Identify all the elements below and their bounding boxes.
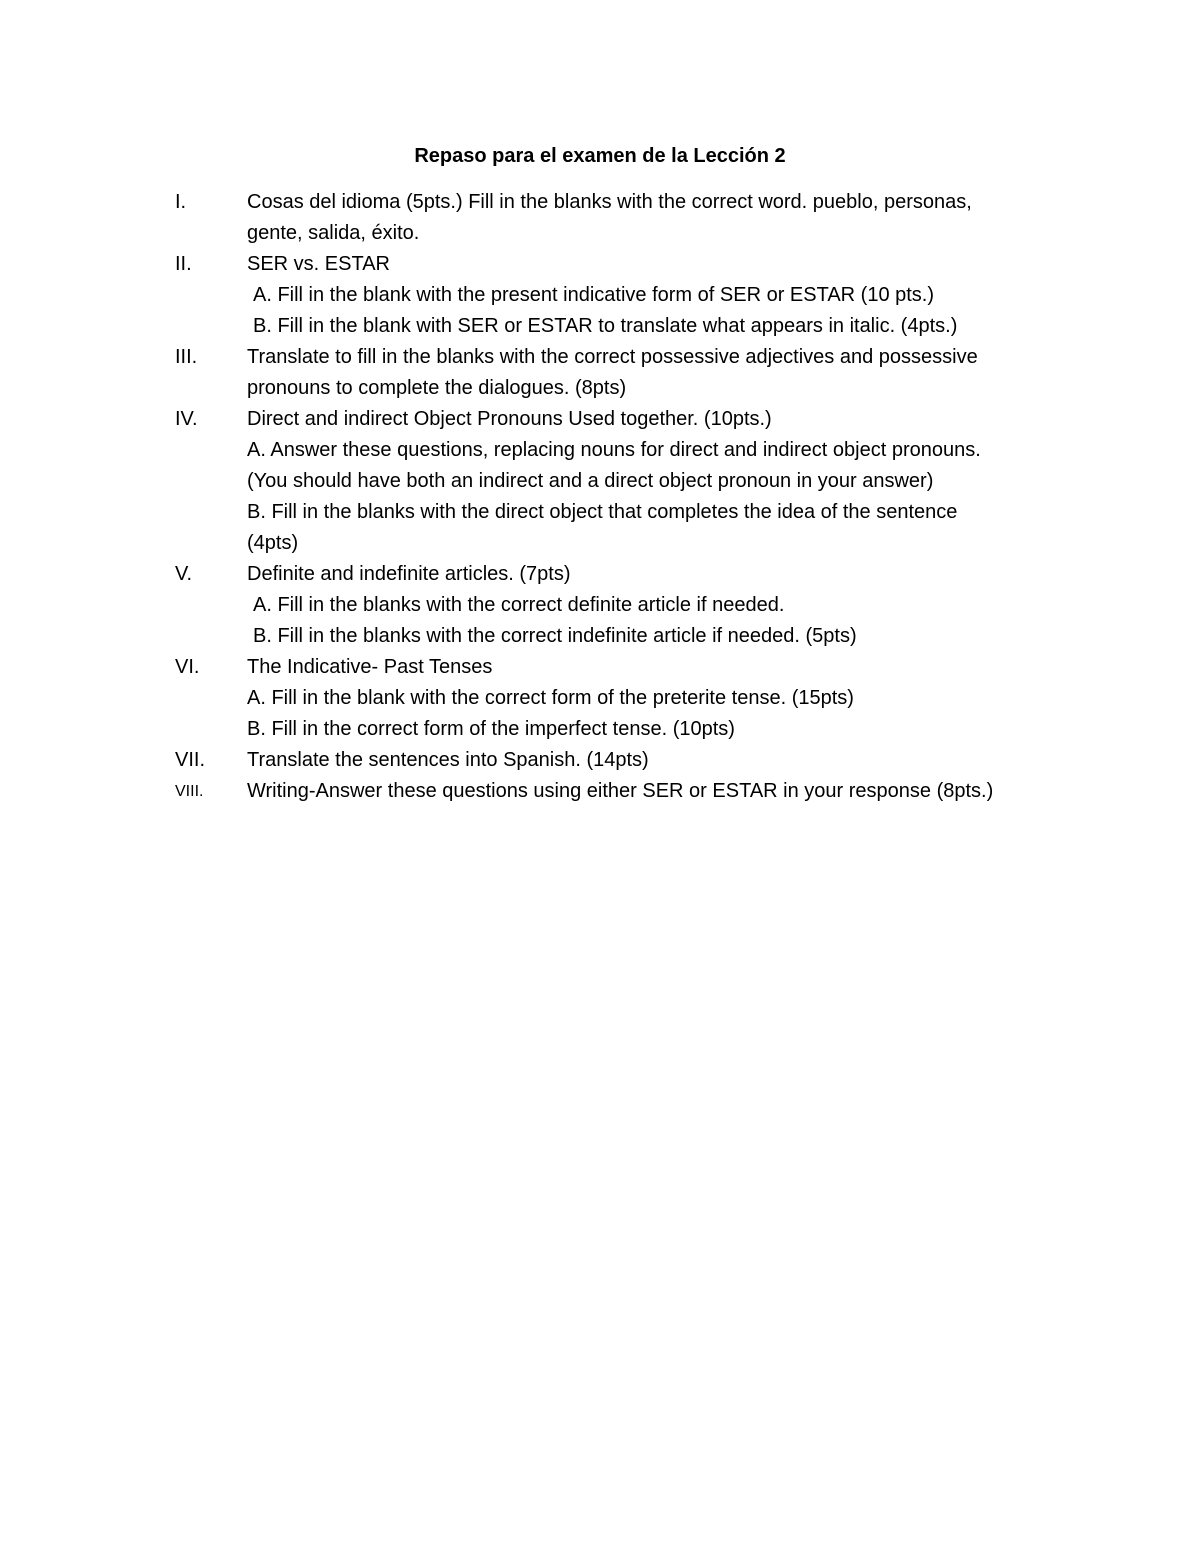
outline-item-vi [0,652,1200,745]
outline-line: pronouns to complete the dialogues. (8pts) [247,377,627,399]
outline-line: gente, salida, éxito. [247,222,420,244]
outline-line: Cosas del idioma (5pts.) Fill in the blanks with the correct word. pueblo, personas, [247,191,972,213]
outline-line: Translate to fill in the blanks with the correct possessive adjectives and possessive [247,346,978,368]
outline-numeral: III. [175,346,198,368]
outline-numeral: IV. [175,408,198,430]
outline-subline: A. Fill in the blank with the present indicative form of SER or ESTAR (10 pts.) [253,284,935,306]
outline-item-iv [0,404,1200,559]
outline-subline: B. Fill in the correct form of the imperfect tense. (10pts) [247,718,735,740]
outline-line: Direct and indirect Object Pronouns Used together. (10pts.) [247,408,772,430]
outline-item-i [0,187,1200,249]
outline-subline: A. Fill in the blanks with the correct definite article if needed. [253,594,785,616]
outline-subline: A. Fill in the blank with the correct form of the preterite tense. (15pts) [247,687,854,709]
outline-line: Writing-Answer these questions using either SER or ESTAR in your response (8pts.) [247,780,994,802]
outline-item-iii [0,342,1200,404]
outline-subline: (You should have both an indirect and a direct object pronoun in your answer) [247,470,934,492]
outline-item-viii [0,776,1200,807]
outline-line: Definite and indefinite articles. (7pts) [247,563,571,585]
outline-numeral: VII. [175,749,206,771]
outline-subline: B. Fill in the blanks with the direct object that completes the idea of the sentence [247,501,958,523]
outline-subline: B. Fill in the blanks with the correct indefinite article if needed. (5pts) [253,625,857,647]
outline-line: The Indicative- Past Tenses [247,656,493,678]
outline-numeral: V. [175,563,193,585]
outline-subline: A. Answer these questions, replacing nouns for direct and indirect object pronouns. [247,439,981,461]
outline-item-vii [0,745,1200,776]
outline-numeral: VI. [175,656,200,678]
outline-line: Translate the sentences into Spanish. (14pts) [247,749,649,771]
outline-subline: (4pts) [247,532,299,554]
outline-numeral: VIII. [175,783,204,800]
review-outline [0,187,1200,807]
outline-numeral: I. [175,191,187,213]
outline-line: SER vs. ESTAR [247,253,390,275]
outline-subline: B. Fill in the blank with SER or ESTAR to translate what appears in italic. (4pts.) [253,315,958,337]
outline-numeral: II. [175,253,192,275]
outline-item-ii [0,249,1200,342]
document-title: Repaso para el examen de la Lección 2 [414,145,786,167]
outline-item-v [0,559,1200,652]
